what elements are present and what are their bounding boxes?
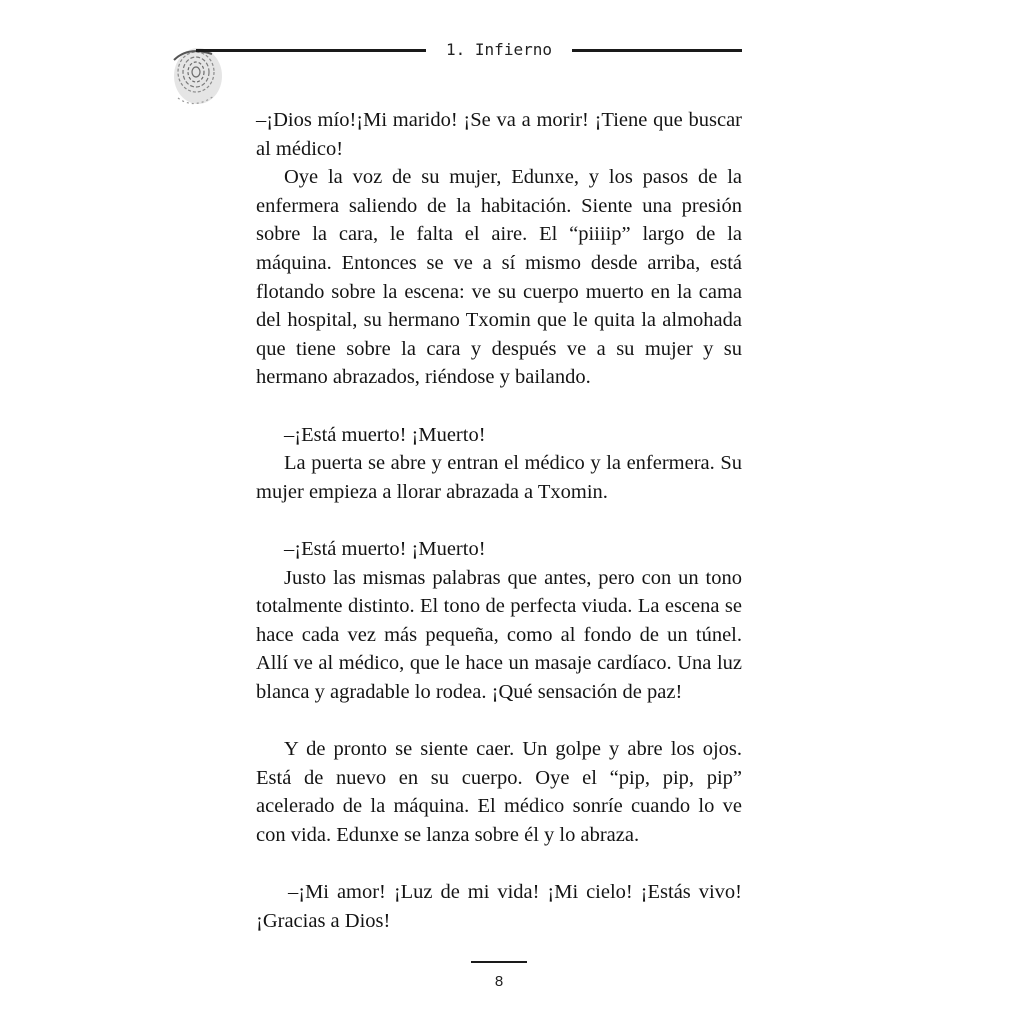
paragraph-dialogue-4: –¡Mi amor! ¡Luz de mi vida! ¡Mi cielo! ¡Estás vivo! ¡Gracias a Dios! [256, 881, 742, 932]
paragraph-6: Justo las mismas palabras que antes, pero con un tono totalmente distinto. El tono de perfecta viuda. La escena se hace cada vez más pequeña, como al fondo de un túnel. Allí ve al médico, que le hace un masaje cardíaco. Una luz blanca y agradable lo rodea. ¡Qué sensación de paz! [256, 566, 742, 703]
header-rule-right [572, 49, 742, 52]
paragraph-gap [256, 506, 742, 535]
footer-rule [471, 961, 527, 963]
paragraph-gap [256, 392, 742, 421]
page-number: 8 [494, 973, 504, 990]
paragraph-dialogue-3: –¡Está muerto! ¡Muerto! [284, 537, 486, 560]
paragraph-dialogue-1: –¡Dios mío!¡Mi marido! ¡Se va a morir! ¡Tiene que buscar al médico! [256, 109, 742, 160]
header-rule-left [196, 49, 426, 52]
paragraph-gap [256, 849, 742, 878]
body-text [256, 106, 742, 935]
paragraph-4: La puerta se abre y entran el médico y la enfermera. Su mujer empieza a llorar abrazada a Txomin. [256, 452, 742, 503]
paragraph-gap [256, 706, 742, 735]
paragraph-2: Oye la voz de su mujer, Edunxe, y los pasos de la enfermera saliendo de la habitación. Siente una presión sobre la cara, le falta el aire. El “piiiip” largo de la máquina. Entonces se ve a sí mismo desde arriba, está flotando sobre la escena: ve su cuerpo muerto en la cama del hospital, su hermano Txomin que le quita la almohada que tiene sobre la cara y después ve a su mujer y su hermano abrazados, riéndose y bailando. [256, 166, 742, 389]
chapter-title: 1. Infierno [446, 40, 552, 59]
paragraph-7: Y de pronto se siente caer. Un golpe y abre los ojos. Está de nuevo en su cuerpo. Oye el “pip, pip, pip” acelerado de la máquina. El médico sonríe cuando lo ve con vida. Edunxe se lanza sobre él y lo abraza. [256, 738, 742, 846]
paragraph-dialogue-2: –¡Está muerto! ¡Muerto! [284, 423, 486, 446]
